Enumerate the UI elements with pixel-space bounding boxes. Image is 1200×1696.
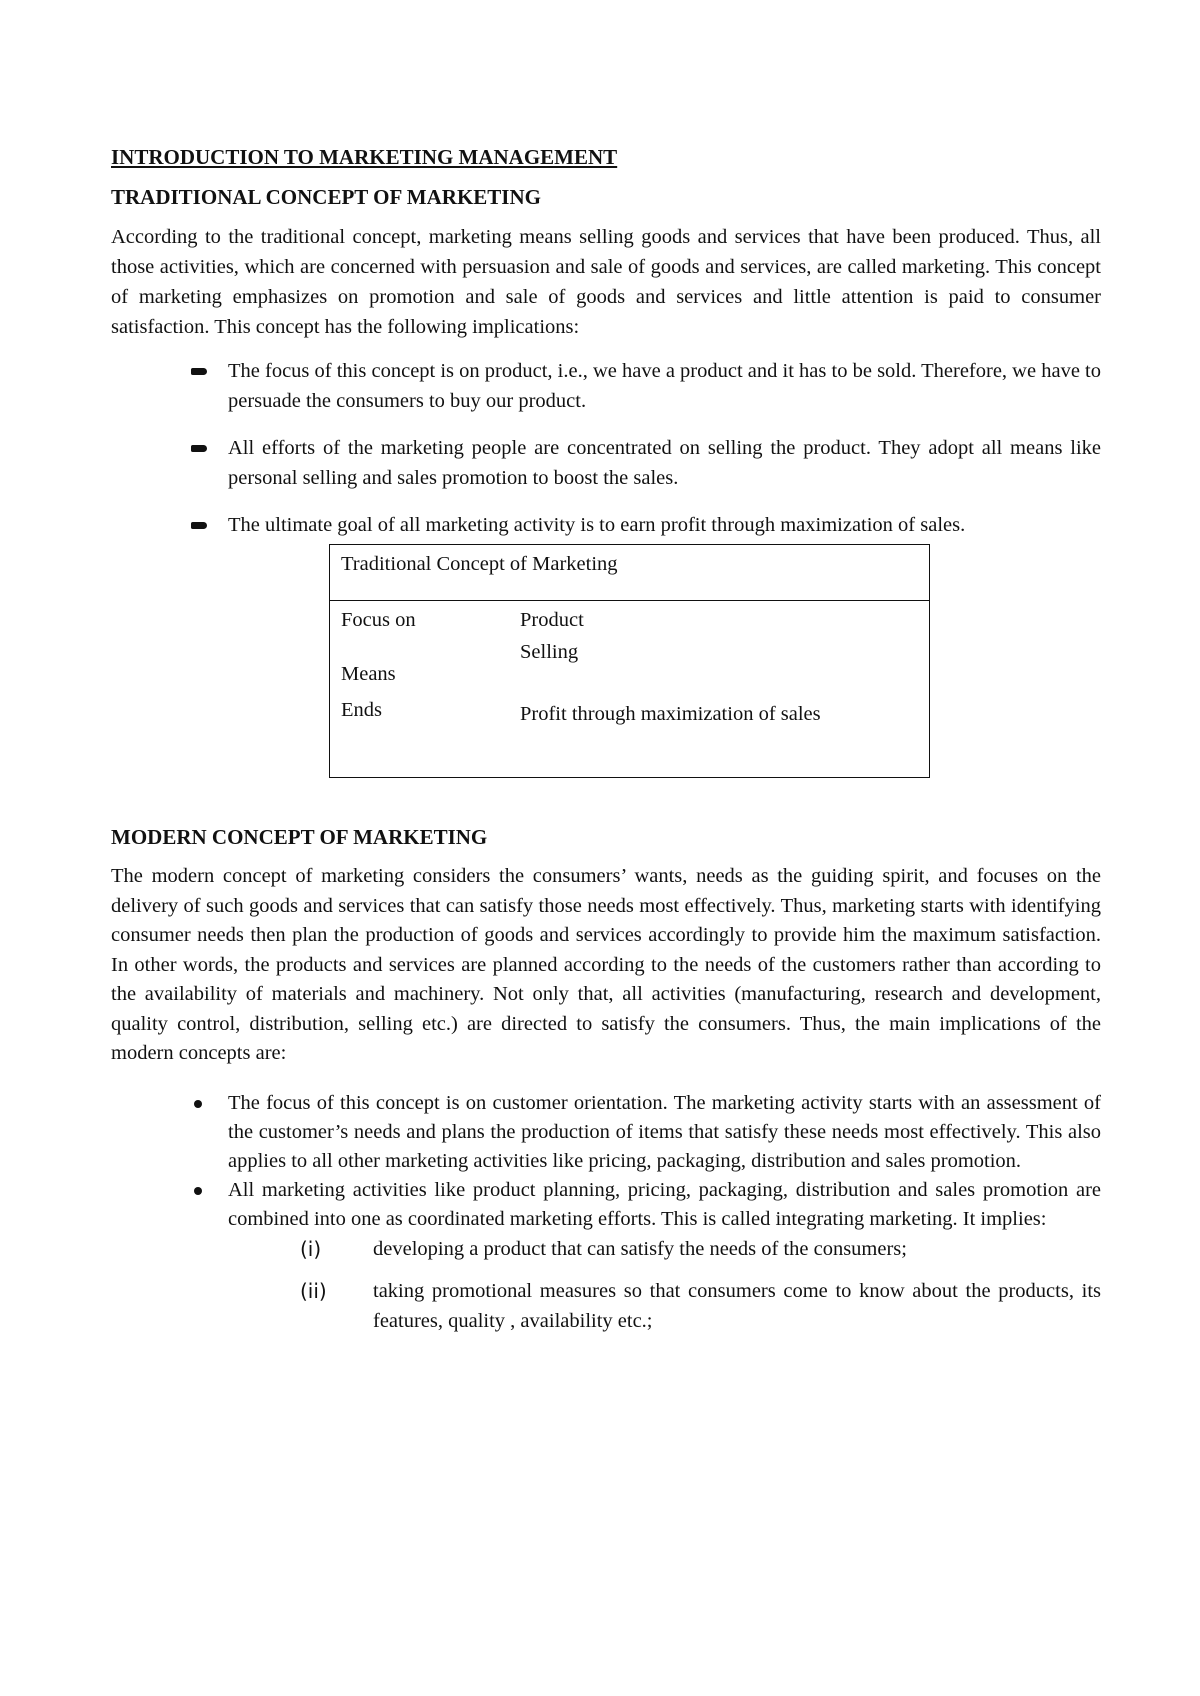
modern-bullet-list [111, 1089, 1101, 1234]
list-item [111, 1176, 1101, 1234]
list-item [111, 1276, 1101, 1336]
table-header: Traditional Concept of Marketing [330, 545, 929, 601]
subitem-text: taking promotional measures so that consumers come to know about the products, its features, quality , availability etc.; [373, 1279, 1101, 1332]
arrow-bullet-icon [191, 368, 207, 375]
modern-paragraph: The modern concept of marketing considers the consumers’ wants, needs as the guiding spirit, and focuses on the delivery of such goods and services that can satisfy those needs most effectively. Thus, marketing starts with identifying consumer needs then plan the production of goods and services accordingly to provide him the maximum satisfaction. In other words, the products and services are planned according to the needs of the customers rather than according to the availability of materials and machinery. Not only that, all activities (manufacturing, research and development, quality control, distribution, selling etc.) are directed to satisfy the consumers. Thus, the main implications of the modern concepts are: [111, 865, 1101, 1064]
list-item [111, 1089, 1101, 1176]
dot-bullet-icon [194, 1100, 202, 1108]
arrow-bullet-icon [191, 445, 207, 452]
dot-bullet-icon [194, 1187, 202, 1195]
table-cell-value: Product [520, 609, 584, 631]
document-title: INTRODUCTION TO MARKETING MANAGEMENT [111, 145, 618, 169]
integrating-marketing-sublist [111, 1234, 1101, 1336]
list-item [111, 510, 1101, 540]
table-cell-label: Ends [341, 699, 382, 721]
table-cell-label: Means [341, 663, 396, 685]
traditional-paragraph: According to the traditional concept, marketing means selling goods and services that have been produced. Thus, all those activities, which are concerned with persuasion and sale of goods and services, are called marketing. This concept of marketing emphasizes on promotion and sale of goods and services and little attention is paid to consumer satisfaction. This concept has the following implications: [111, 226, 1101, 338]
table-cell-label: Focus on [341, 609, 416, 631]
traditional-concept-table [329, 544, 930, 778]
modern-heading: MODERN CONCEPT OF MARKETING [111, 825, 488, 849]
traditional-heading: TRADITIONAL CONCEPT OF MARKETING [111, 185, 541, 209]
subitem-text: developing a product that can satisfy the needs of the consumers; [373, 1237, 907, 1260]
roman-numeral-marker: (i) [300, 1236, 322, 1261]
bullet-text: All marketing activities like product planning, pricing, packaging, distribution and sales promotion are combined into one as coordinated marketing efforts. This is called integrating marketing. It implies: [228, 1178, 1101, 1230]
arrow-bullet-icon [191, 522, 207, 529]
bullet-text: All efforts of the marketing people are concentrated on selling the product. They adopt all means like personal selling and sales promotion to boost the sales. [228, 437, 1101, 489]
roman-numeral-marker: (ii) [300, 1278, 327, 1303]
bullet-text: The focus of this concept is on customer orientation. The marketing activity starts with an assessment of the customer’s needs and plans the production of items that satisfy these needs most effectively. This also applies to all other marketing activities like pricing, packaging, distribution and sales promotion. [228, 1091, 1101, 1172]
list-item [111, 356, 1101, 416]
bullet-text: The focus of this concept is on product, i.e., we have a product and it has to be sold. Therefore, we have to persuade the consumers to buy our product. [228, 360, 1101, 412]
traditional-bullet-list [111, 356, 1101, 540]
list-item [111, 1234, 1101, 1264]
document-body [111, 142, 1101, 1348]
table-cell-value: Profit through maximization of sales [520, 703, 821, 725]
bullet-text: The ultimate goal of all marketing activity is to earn profit through maximization of sales. [228, 514, 966, 536]
table-cell-value: Selling [520, 641, 579, 663]
list-item [111, 433, 1101, 493]
